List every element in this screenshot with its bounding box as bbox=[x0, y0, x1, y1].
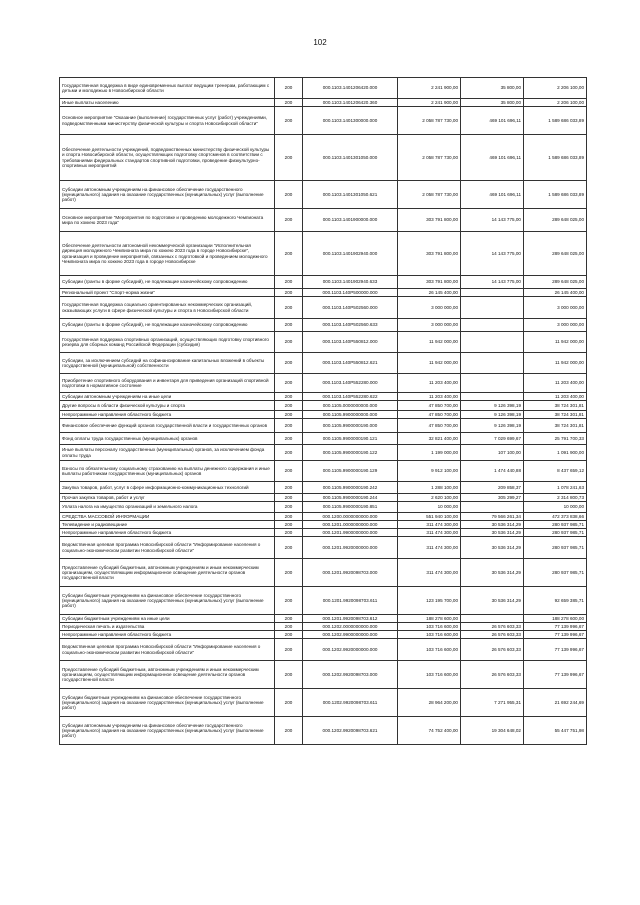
row-budget-code: 000.1202.9920098703.621 bbox=[303, 717, 398, 745]
row-code: 200 bbox=[275, 99, 303, 107]
row-approved-amount: 1 199 000,00 bbox=[398, 445, 461, 461]
row-executed-amount: 14 143 775,00 bbox=[461, 276, 524, 289]
row-name: Периодическая печать и издательства bbox=[60, 623, 275, 631]
row-executed-amount: 209 858,37 bbox=[461, 482, 524, 494]
row-budget-code: 000.1103.140P500000.000 bbox=[303, 289, 398, 297]
row-code: 200 bbox=[275, 529, 303, 537]
table-row bbox=[60, 181, 587, 209]
table-row bbox=[60, 502, 587, 513]
row-approved-amount: 47 850 700,00 bbox=[398, 419, 461, 433]
row-remaining-amount: 38 724 301,81 bbox=[524, 419, 587, 433]
row-code: 200 bbox=[275, 393, 303, 401]
row-remaining-amount: 1 589 686 033,89 bbox=[524, 135, 587, 181]
row-name: Взносы по обязательному социальному страхованию на выплаты денежного содержания и иные выплаты работникам государственных (муниципальных) органов bbox=[60, 461, 275, 482]
row-approved-amount: 2 058 787 730,00 bbox=[398, 181, 461, 209]
row-remaining-amount: 289 648 025,00 bbox=[524, 232, 587, 276]
row-name: Субсидии (гранты в форме субсидий), не подлежащие казначейскому сопровождению bbox=[60, 319, 275, 332]
row-approved-amount: 11 203 400,00 bbox=[398, 393, 461, 401]
row-name: Непрограммные направления областного бюджета bbox=[60, 411, 275, 419]
table-row bbox=[60, 689, 587, 717]
row-code: 200 bbox=[275, 482, 303, 494]
row-remaining-amount: 11 942 000,00 bbox=[524, 353, 587, 374]
row-budget-code: 000.1105.9900000190.000 bbox=[303, 419, 398, 433]
table-row bbox=[60, 521, 587, 529]
row-code: 200 bbox=[275, 135, 303, 181]
row-approved-amount: 74 752 400,00 bbox=[398, 717, 461, 745]
row-budget-code: 000.1103.1401301050.621 bbox=[303, 181, 398, 209]
row-approved-amount: 103 716 600,00 bbox=[398, 639, 461, 661]
row-name: Субсидии бюджетным учреждениям на иные цели bbox=[60, 615, 275, 623]
row-name: Закупка товаров, работ, услуг в сфере информационно-коммуникационных технологий bbox=[60, 482, 275, 494]
row-code: 200 bbox=[275, 353, 303, 374]
row-name: Государственная поддержка социально ориентированных некоммерческих организаций, оказывающих услуги в сфере физической культуры и спорта в Новосибирской области bbox=[60, 297, 275, 319]
table-row bbox=[60, 411, 587, 419]
row-budget-code: 000.1103.140P552280.622 bbox=[303, 393, 398, 401]
row-budget-code: 000.1103.140P502560.000 bbox=[303, 297, 398, 319]
row-code: 200 bbox=[275, 374, 303, 393]
table-row bbox=[60, 559, 587, 587]
row-budget-code: 000.1202.9900000000.000 bbox=[303, 631, 398, 639]
row-executed-amount: 30 536 314,29 bbox=[461, 587, 524, 615]
row-code: 200 bbox=[275, 332, 303, 353]
row-remaining-amount: 77 139 996,67 bbox=[524, 661, 587, 689]
row-remaining-amount: 8 437 659,12 bbox=[524, 461, 587, 482]
row-remaining-amount: 188 278 600,00 bbox=[524, 615, 587, 623]
table-row bbox=[60, 661, 587, 689]
row-name: Прочая закупка товаров, работ и услуг bbox=[60, 494, 275, 502]
row-executed-amount: 30 536 314,29 bbox=[461, 537, 524, 559]
table-row bbox=[60, 401, 587, 411]
row-budget-code: 000.1105.9900000190.851 bbox=[303, 502, 398, 513]
row-name: Региональный проект "Спорт-норма жизни" bbox=[60, 289, 275, 297]
row-executed-amount: 14 143 775,00 bbox=[461, 209, 524, 232]
row-budget-code: 000.1202.0000000000.000 bbox=[303, 623, 398, 631]
row-approved-amount: 11 942 000,00 bbox=[398, 332, 461, 353]
row-remaining-amount: 289 648 025,00 bbox=[524, 209, 587, 232]
row-name: Иные выплаты персоналу государственных (муниципальных) органов, за исключением фонда оплаты труда bbox=[60, 445, 275, 461]
row-name: Фонд оплаты труда государственных (муниципальных) органов bbox=[60, 433, 275, 445]
row-remaining-amount: 38 724 301,81 bbox=[524, 411, 587, 419]
row-approved-amount: 11 203 400,00 bbox=[398, 374, 461, 393]
row-remaining-amount: 1 589 686 033,89 bbox=[524, 107, 587, 135]
row-executed-amount: 19 304 648,02 bbox=[461, 717, 524, 745]
row-remaining-amount: 2 206 100,00 bbox=[524, 99, 587, 107]
table-row bbox=[60, 639, 587, 661]
row-executed-amount: 26 576 603,33 bbox=[461, 661, 524, 689]
row-budget-code: 000.1103.1401902940.633 bbox=[303, 276, 398, 289]
table-row bbox=[60, 623, 587, 631]
row-budget-code: 000.1105.9900000190.244 bbox=[303, 494, 398, 502]
table-row bbox=[60, 482, 587, 494]
row-name: СРЕДСТВА МАССОВОЙ ИНФОРМАЦИИ bbox=[60, 513, 275, 521]
row-approved-amount: 123 195 700,00 bbox=[398, 587, 461, 615]
row-approved-amount: 311 474 300,00 bbox=[398, 521, 461, 529]
row-budget-code: 000.1103.1401206420.000 bbox=[303, 78, 398, 99]
table-row bbox=[60, 353, 587, 374]
row-approved-amount: 3 000 000,00 bbox=[398, 319, 461, 332]
row-remaining-amount: 280 937 985,71 bbox=[524, 529, 587, 537]
table-row bbox=[60, 107, 587, 135]
table-row bbox=[60, 419, 587, 433]
table-row bbox=[60, 232, 587, 276]
row-name: Обеспечение деятельности автономной некоммерческой организации "Исполнительная дирекция молодежного Чемпионата мира по хоккею 2023 года в городе Новосибирске", организация и проведение мероприятий, связанных с подготовкой и проведением молодежного Чемпионата мира по хоккею 2023 года в городе Новосибирске bbox=[60, 232, 275, 276]
row-approved-amount: 3 000 000,00 bbox=[398, 297, 461, 319]
row-executed-amount: 30 536 314,29 bbox=[461, 559, 524, 587]
row-budget-code: 000.1201.9920000000.000 bbox=[303, 537, 398, 559]
row-approved-amount: 103 716 600,00 bbox=[398, 661, 461, 689]
table-row bbox=[60, 494, 587, 502]
row-approved-amount: 188 278 600,00 bbox=[398, 615, 461, 623]
row-code: 200 bbox=[275, 297, 303, 319]
row-executed-amount bbox=[461, 289, 524, 297]
row-remaining-amount: 77 139 996,67 bbox=[524, 631, 587, 639]
row-code: 200 bbox=[275, 209, 303, 232]
row-remaining-amount: 10 000,00 bbox=[524, 502, 587, 513]
row-remaining-amount: 11 942 000,00 bbox=[524, 332, 587, 353]
row-code: 200 bbox=[275, 411, 303, 419]
row-remaining-amount: 2 314 800,73 bbox=[524, 494, 587, 502]
row-budget-code: 000.1103.1401300000.000 bbox=[303, 107, 398, 135]
row-budget-code: 000.1105.9900000190.122 bbox=[303, 445, 398, 461]
table-row bbox=[60, 209, 587, 232]
row-name: Предоставление субсидий бюджетным, автономным учреждениям и иным некоммерческим организациям, осуществляющим информационное освещение деятельности органов государственной власти bbox=[60, 559, 275, 587]
row-executed-amount: 26 576 603,33 bbox=[461, 639, 524, 661]
row-executed-amount: 26 576 603,33 bbox=[461, 631, 524, 639]
row-name: Государственная поддержка в виде единовременных выплат ведущим тренерам, работающим с детьми и молодежью в Новосибирской области bbox=[60, 78, 275, 99]
row-budget-code: 000.1105.9900000190.129 bbox=[303, 461, 398, 482]
row-remaining-amount: 77 139 996,67 bbox=[524, 623, 587, 631]
row-approved-amount: 10 000,00 bbox=[398, 502, 461, 513]
row-executed-amount: 9 126 398,19 bbox=[461, 419, 524, 433]
row-remaining-amount: 25 791 700,33 bbox=[524, 433, 587, 445]
row-approved-amount: 2 241 900,00 bbox=[398, 78, 461, 99]
budget-table-body bbox=[60, 78, 587, 745]
row-code: 200 bbox=[275, 494, 303, 502]
row-code: 200 bbox=[275, 276, 303, 289]
table-row bbox=[60, 289, 587, 297]
table-row bbox=[60, 332, 587, 353]
row-executed-amount: 1 474 440,88 bbox=[461, 461, 524, 482]
table-row bbox=[60, 529, 587, 537]
row-code: 200 bbox=[275, 445, 303, 461]
row-approved-amount: 2 058 787 730,00 bbox=[398, 135, 461, 181]
row-approved-amount: 311 474 300,00 bbox=[398, 537, 461, 559]
row-approved-amount: 311 474 300,00 bbox=[398, 559, 461, 587]
row-code: 200 bbox=[275, 623, 303, 631]
row-executed-amount: 9 126 398,19 bbox=[461, 401, 524, 411]
row-executed-amount bbox=[461, 615, 524, 623]
row-budget-code: 000.1103.140P502560.633 bbox=[303, 319, 398, 332]
table-row bbox=[60, 99, 587, 107]
row-executed-amount: 79 566 261,34 bbox=[461, 513, 524, 521]
row-remaining-amount: 77 139 996,67 bbox=[524, 639, 587, 661]
table-row bbox=[60, 615, 587, 623]
row-executed-amount bbox=[461, 374, 524, 393]
table-row bbox=[60, 276, 587, 289]
row-executed-amount: 469 101 696,11 bbox=[461, 181, 524, 209]
row-remaining-amount: 21 692 244,69 bbox=[524, 689, 587, 717]
row-budget-code: 000.1103.140P552280.000 bbox=[303, 374, 398, 393]
row-remaining-amount: 280 937 985,71 bbox=[524, 559, 587, 587]
row-budget-code: 000.1103.1401301050.000 bbox=[303, 135, 398, 181]
row-approved-amount: 103 716 600,00 bbox=[398, 623, 461, 631]
row-executed-amount: 469 101 696,11 bbox=[461, 135, 524, 181]
row-name: Субсидии автономным учреждениям на иные цели bbox=[60, 393, 275, 401]
row-remaining-amount: 289 648 025,00 bbox=[524, 276, 587, 289]
row-code: 200 bbox=[275, 513, 303, 521]
row-approved-amount: 103 716 600,00 bbox=[398, 631, 461, 639]
row-budget-code: 000.1103.1401900000.000 bbox=[303, 209, 398, 232]
row-code: 200 bbox=[275, 461, 303, 482]
row-approved-amount: 32 821 400,00 bbox=[398, 433, 461, 445]
row-budget-code: 000.1201.0000000000.000 bbox=[303, 521, 398, 529]
row-budget-code: 000.1103.1401902940.000 bbox=[303, 232, 398, 276]
row-approved-amount: 9 912 100,00 bbox=[398, 461, 461, 482]
row-code: 200 bbox=[275, 502, 303, 513]
row-remaining-amount: 92 659 385,71 bbox=[524, 587, 587, 615]
row-executed-amount bbox=[461, 319, 524, 332]
row-budget-code: 000.1105.9900000190.242 bbox=[303, 482, 398, 494]
row-executed-amount: 30 536 314,29 bbox=[461, 521, 524, 529]
row-name: Предоставление субсидий бюджетным, автономным учреждениям и иным некоммерческим организациям, осуществляющим информационное освещение деятельности органов государственной власти bbox=[60, 661, 275, 689]
row-budget-code: 000.1202.9920098703.000 bbox=[303, 661, 398, 689]
row-executed-amount: 7 029 699,67 bbox=[461, 433, 524, 445]
row-budget-code: 000.1201.9920098703.000 bbox=[303, 559, 398, 587]
row-name: Уплата налога на имущество организаций и земельного налога bbox=[60, 502, 275, 513]
row-approved-amount: 11 942 000,00 bbox=[398, 353, 461, 374]
row-executed-amount: 305 299,27 bbox=[461, 494, 524, 502]
row-approved-amount: 303 791 800,00 bbox=[398, 232, 461, 276]
row-code: 200 bbox=[275, 689, 303, 717]
row-code: 200 bbox=[275, 319, 303, 332]
row-budget-code: 000.1201.9920098703.612 bbox=[303, 615, 398, 623]
row-code: 200 bbox=[275, 587, 303, 615]
row-code: 200 bbox=[275, 615, 303, 623]
row-name: Ведомственная целевая программа Новосибирской области "Информирование населения о социально-экономическом развитии Новосибирской области" bbox=[60, 537, 275, 559]
row-approved-amount: 47 850 700,00 bbox=[398, 401, 461, 411]
row-remaining-amount: 472 373 838,66 bbox=[524, 513, 587, 521]
row-code: 200 bbox=[275, 631, 303, 639]
row-approved-amount: 1 288 100,00 bbox=[398, 482, 461, 494]
row-code: 200 bbox=[275, 433, 303, 445]
row-remaining-amount: 11 203 400,00 bbox=[524, 393, 587, 401]
table-row bbox=[60, 433, 587, 445]
row-code: 200 bbox=[275, 419, 303, 433]
table-row bbox=[60, 135, 587, 181]
row-approved-amount: 47 850 700,00 bbox=[398, 411, 461, 419]
row-remaining-amount: 3 000 000,00 bbox=[524, 319, 587, 332]
row-approved-amount: 2 620 100,00 bbox=[398, 494, 461, 502]
row-budget-code: 000.1103.140P550812.000 bbox=[303, 332, 398, 353]
row-executed-amount: 14 143 775,00 bbox=[461, 232, 524, 276]
row-name: Субсидии бюджетным учреждениям на финансовое обеспечение государственного (муниципального) задания на оказание государственных (муниципальных) услуг (выполнение работ) bbox=[60, 689, 275, 717]
row-name: Субсидии (гранты в форме субсидий), не подлежащие казначейскому сопровождению bbox=[60, 276, 275, 289]
row-executed-amount bbox=[461, 353, 524, 374]
table-row bbox=[60, 78, 587, 99]
table-row bbox=[60, 319, 587, 332]
row-name: Ведомственная целевая программа Новосибирской области "Информирование населения о социально-экономическом развитии Новосибирской области" bbox=[60, 639, 275, 661]
row-approved-amount: 28 964 200,00 bbox=[398, 689, 461, 717]
row-name: Основное мероприятие "Мероприятия по подготовке и проведению молодежного Чемпионата мира по хоккею 2023 года" bbox=[60, 209, 275, 232]
row-name: Непрограммные направления областного бюджета bbox=[60, 631, 275, 639]
row-executed-amount: 469 101 696,11 bbox=[461, 107, 524, 135]
row-executed-amount: 9 126 398,19 bbox=[461, 411, 524, 419]
row-budget-code: 000.1105.0000000000.000 bbox=[303, 401, 398, 411]
row-code: 200 bbox=[275, 78, 303, 99]
row-name: Основное мероприятие "Оказание (выполнение) государственных услуг (работ) учреждениями, подведомственными министерству физической культуры и спорта Новосибирской области" bbox=[60, 107, 275, 135]
row-remaining-amount: 26 145 400,00 bbox=[524, 289, 587, 297]
row-approved-amount: 303 791 800,00 bbox=[398, 276, 461, 289]
row-executed-amount: 30 536 314,29 bbox=[461, 529, 524, 537]
row-budget-code: 000.1201.9920098703.611 bbox=[303, 587, 398, 615]
row-budget-code: 000.1105.9900000190.121 bbox=[303, 433, 398, 445]
table-row bbox=[60, 631, 587, 639]
row-remaining-amount: 11 203 400,00 bbox=[524, 374, 587, 393]
row-budget-code: 000.1202.9920000000.000 bbox=[303, 639, 398, 661]
row-name: Государственная поддержка спортивных организаций, осуществляющих подготовку спортивного резерва для сборных команд Российской Федерации (субсидия) bbox=[60, 332, 275, 353]
row-executed-amount: 35 800,00 bbox=[461, 78, 524, 99]
row-budget-code: 000.1105.9900000000.000 bbox=[303, 411, 398, 419]
budget-table bbox=[59, 77, 587, 745]
row-budget-code: 000.1201.9900000000.000 bbox=[303, 529, 398, 537]
table-row bbox=[60, 374, 587, 393]
row-code: 200 bbox=[275, 232, 303, 276]
row-code: 200 bbox=[275, 639, 303, 661]
row-executed-amount: 7 271 955,31 bbox=[461, 689, 524, 717]
table-row bbox=[60, 461, 587, 482]
row-code: 200 bbox=[275, 537, 303, 559]
row-code: 200 bbox=[275, 181, 303, 209]
row-code: 200 bbox=[275, 661, 303, 689]
table-row bbox=[60, 393, 587, 401]
row-approved-amount: 551 940 100,00 bbox=[398, 513, 461, 521]
row-name: Субсидии бюджетным учреждениям на финансовое обеспечение государственного (муниципального) задания на оказание государственных (муниципальных) услуг (выполнение работ) bbox=[60, 587, 275, 615]
row-budget-code: 000.1103.1401206420.360 bbox=[303, 99, 398, 107]
row-name: Субсидии, за исключением субсидий на софинансирование капитальных вложений в объекты государственной (муниципальной) собственности bbox=[60, 353, 275, 374]
row-name: Другие вопросы в области физической культуры и спорта bbox=[60, 401, 275, 411]
table-row bbox=[60, 587, 587, 615]
row-approved-amount: 303 791 800,00 bbox=[398, 209, 461, 232]
row-remaining-amount: 2 206 100,00 bbox=[524, 78, 587, 99]
row-executed-amount: 26 576 603,33 bbox=[461, 623, 524, 631]
row-name: Приобретение спортивного оборудования и инвентаря для приведения организаций спортивной подготовки в нормативное состояние bbox=[60, 374, 275, 393]
row-executed-amount bbox=[461, 393, 524, 401]
table-row bbox=[60, 717, 587, 745]
row-name: Субсидии автономным учреждениям на финансовое обеспечение государственного (муниципального) задания на оказание государственных (муниципальных) услуг (выполнение работ) bbox=[60, 181, 275, 209]
row-remaining-amount: 3 000 000,00 bbox=[524, 297, 587, 319]
row-budget-code: 000.1103.140P550812.621 bbox=[303, 353, 398, 374]
row-code: 200 bbox=[275, 107, 303, 135]
row-executed-amount: 107 100,00 bbox=[461, 445, 524, 461]
row-name: Непрограммные направления областного бюджета bbox=[60, 529, 275, 537]
row-executed-amount bbox=[461, 297, 524, 319]
row-code: 200 bbox=[275, 289, 303, 297]
row-approved-amount: 2 058 787 730,00 bbox=[398, 107, 461, 135]
row-approved-amount: 311 474 300,00 bbox=[398, 529, 461, 537]
row-executed-amount bbox=[461, 332, 524, 353]
row-executed-amount: 35 800,00 bbox=[461, 99, 524, 107]
row-name: Обеспечение деятельности учреждений, подведомственных министерству физической культуры и спорта Новосибирской области, осуществляющих подготовку спортсменов в соответствии с требованиями федеральных стандартов спортивной подготовки, проведение физкультурно-спортивных мероприятий bbox=[60, 135, 275, 181]
row-remaining-amount: 38 724 301,81 bbox=[524, 401, 587, 411]
row-approved-amount: 2 241 900,00 bbox=[398, 99, 461, 107]
row-executed-amount bbox=[461, 502, 524, 513]
row-remaining-amount: 280 937 985,71 bbox=[524, 537, 587, 559]
row-remaining-amount: 1 589 686 033,89 bbox=[524, 181, 587, 209]
row-name: Иные выплаты населению bbox=[60, 99, 275, 107]
table-row bbox=[60, 297, 587, 319]
table-row bbox=[60, 537, 587, 559]
row-code: 200 bbox=[275, 717, 303, 745]
row-remaining-amount: 1 078 241,63 bbox=[524, 482, 587, 494]
row-code: 200 bbox=[275, 401, 303, 411]
row-name: Субсидии автономным учреждениям на финансовое обеспечение государственного (муниципального) задания на оказание государственных (муниципальных) услуг (выполнение работ) bbox=[60, 717, 275, 745]
table-row bbox=[60, 513, 587, 521]
row-remaining-amount: 280 937 985,71 bbox=[524, 521, 587, 529]
row-name: Финансовое обеспечение функций органов государственной власти и государственных органов bbox=[60, 419, 275, 433]
table-row bbox=[60, 445, 587, 461]
row-remaining-amount: 55 447 751,98 bbox=[524, 717, 587, 745]
row-budget-code: 000.1202.9920098703.611 bbox=[303, 689, 398, 717]
row-code: 200 bbox=[275, 559, 303, 587]
row-remaining-amount: 1 091 900,00 bbox=[524, 445, 587, 461]
row-code: 200 bbox=[275, 521, 303, 529]
page-number: 102 bbox=[313, 38, 327, 47]
row-budget-code: 000.1200.0000000000.000 bbox=[303, 513, 398, 521]
row-name: Телевидение и радиовещание bbox=[60, 521, 275, 529]
row-approved-amount: 26 145 400,00 bbox=[398, 289, 461, 297]
